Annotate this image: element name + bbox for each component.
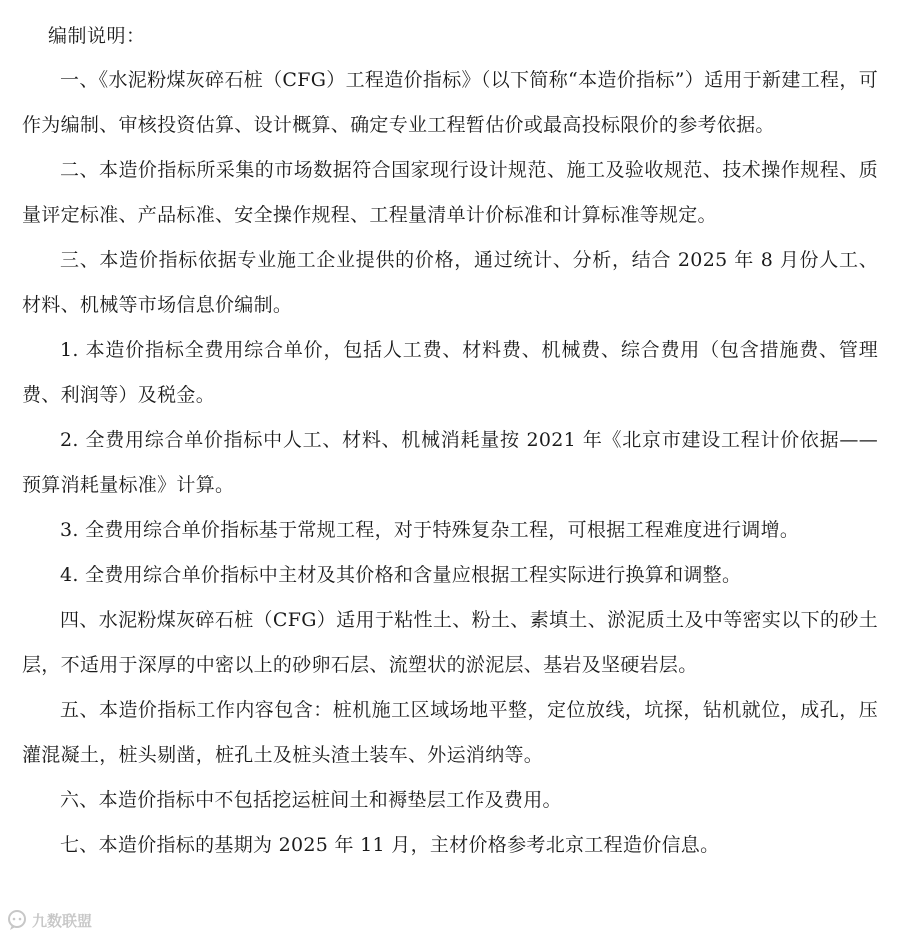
paragraph-1: 一、《水泥粉煤灰碎石桩（CFG）工程造价指标》（以下简称“本造价指标”）适用于新建工程，可作为编制、审核投资估算、设计概算、确定专业工程暂估价或最高投标限价的参考依据。 <box>22 69 878 136</box>
paragraph-3-item-4: 4. 全费用综合单价指标中主材及其价格和含量应根据工程实际进行换算和调整。 <box>60 564 742 586</box>
paragraph-3-item-3: 3. 全费用综合单价指标基于常规工程，对于特殊复杂工程，可根据工程难度进行调增。 <box>60 519 800 541</box>
watermark-text: 九数联盟 <box>32 911 93 930</box>
paragraph-3-item-1: 1. 本造价指标全费用综合单价，包括人工费、材料费、机械费、综合费用（包含措施费、管理费、利润等）及税金。 <box>22 339 878 406</box>
document-heading: 编制说明： <box>48 25 146 47</box>
paragraph-7: 七、本造价指标的基期为 2025 年 11 月，主材价格参考北京工程造价信息。 <box>60 834 720 856</box>
paragraph-4: 四、水泥粉煤灰碎石桩（CFG）适用于粘性土、粉土、素填土、淤泥质土及中等密实以下的砂土层，不适用于深厚的中密以上的砂卵石层、流塑状的淤泥层、基岩及坚硬岩层。 <box>22 609 878 676</box>
paragraph-5: 五、本造价指标工作内容包含：桩机施工区域场地平整，定位放线，坑探，钻机就位，成孔，压灌混凝土，桩头剔凿，桩孔土及桩头渣土装车、外运消纳等。 <box>22 699 878 766</box>
paragraph-3-item-2: 2. 全费用综合单价指标中人工、材料、机械消耗量按 2021 年《北京市建设工程计价依据——预算消耗量标准》计算。 <box>22 429 878 496</box>
paragraph-2: 二、本造价指标所采集的市场数据符合国家现行设计规范、施工及验收规范、技术操作规程、质量评定标准、产品标准、安全操作规程、工程量清单计价标准和计算标准等规定。 <box>22 159 878 226</box>
paragraph-3: 三、本造价指标依据专业施工企业提供的价格，通过统计、分析，结合 2025 年 8 月份人工、材料、机械等市场信息价编制。 <box>22 249 878 316</box>
paragraph-6: 六、本造价指标中不包括挖运桩间土和褥垫层工作及费用。 <box>60 789 562 811</box>
